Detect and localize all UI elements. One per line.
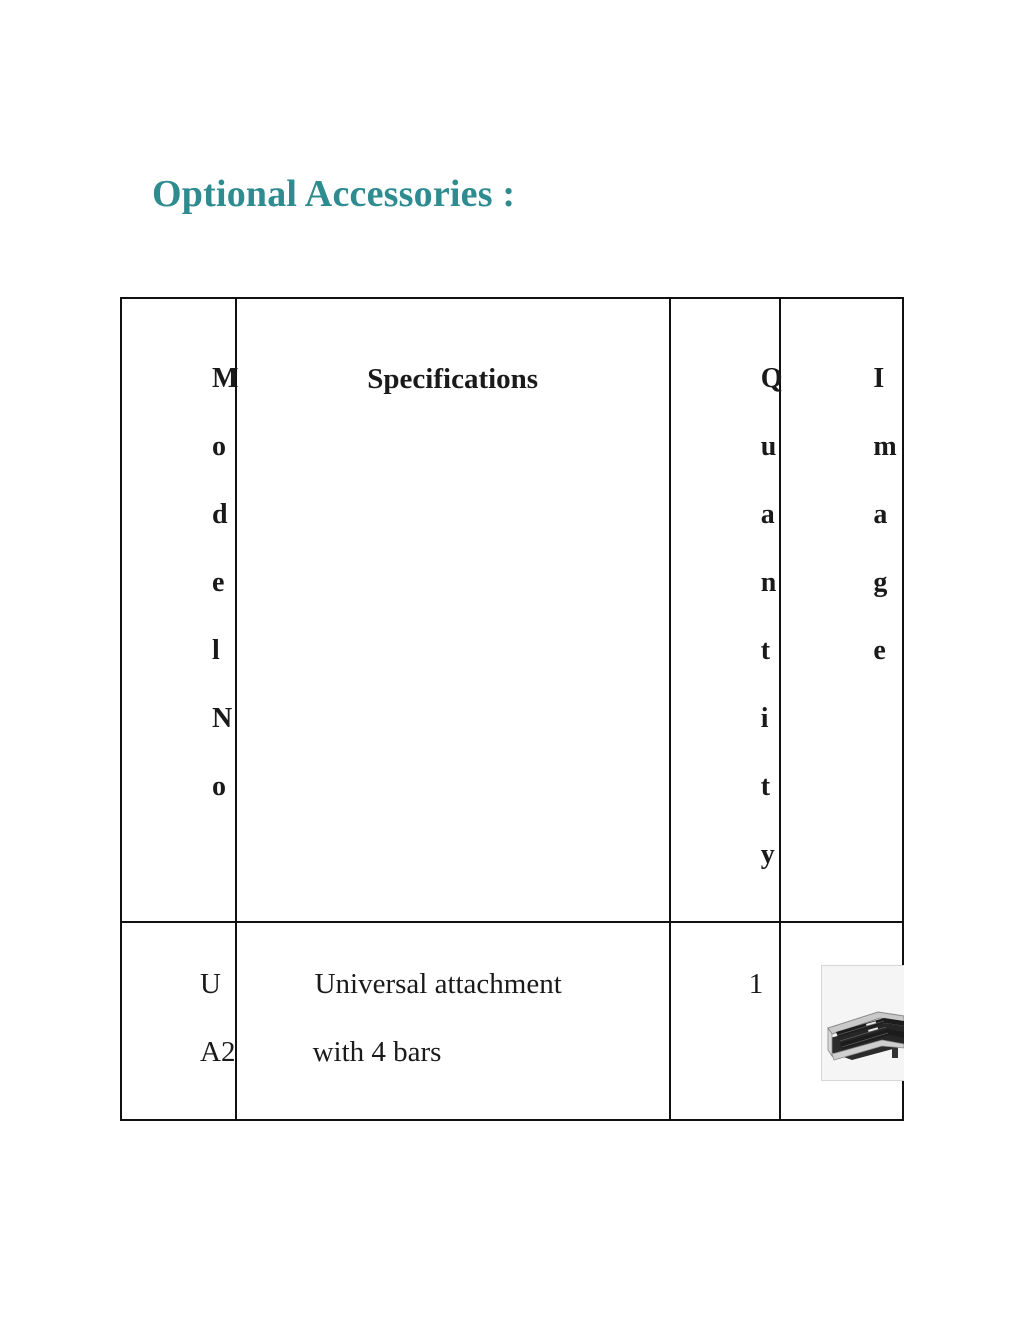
quantity-value: 1: [748, 968, 764, 1000]
header-letter: M: [212, 363, 239, 394]
header-letter: n: [760, 567, 777, 598]
header-letter: u: [760, 431, 777, 462]
header-quantity: [670, 298, 781, 922]
specification-line: Universal attachment: [314, 968, 562, 1000]
quantity-lines: [671, 923, 780, 1035]
header-letter: o: [212, 431, 226, 462]
header-letter: g: [873, 567, 888, 598]
header-quantity-letters: [671, 299, 783, 907]
header-letter: I: [873, 363, 885, 394]
page-title: Optional Accessories :: [152, 173, 516, 215]
header-letter: o: [212, 771, 226, 802]
header-letter: t: [760, 771, 771, 802]
header-letter: t: [760, 635, 771, 666]
header-letter: y: [760, 839, 775, 870]
table-row: [121, 922, 903, 1120]
header-letter: d: [212, 499, 228, 530]
specification-line: with 4 bars: [312, 1036, 442, 1068]
header-model-no: [121, 298, 239, 922]
header-letter: a: [760, 499, 775, 530]
header-letter: a: [873, 499, 888, 530]
header-specifications-label: Specifications: [367, 363, 539, 395]
cell-specifications: [236, 922, 670, 1120]
accessories-table: [120, 297, 904, 1121]
model-no-line: A2: [200, 1036, 236, 1068]
header-image-letters: [781, 299, 902, 703]
header-model-no-letters: [122, 299, 239, 839]
header-letter: l: [212, 635, 220, 666]
universal-attachment-bars-photo: [821, 965, 904, 1081]
cell-quantity: [670, 922, 781, 1120]
cell-image: [780, 922, 903, 1120]
specification-lines: [237, 923, 669, 1103]
header-letter: Q: [760, 363, 783, 394]
header-image: [780, 298, 903, 922]
header-letter: e: [212, 567, 225, 598]
model-no-lines: [122, 923, 235, 1103]
header-letter: i: [760, 703, 769, 734]
header-letter: N: [212, 703, 233, 734]
header-letter: e: [873, 635, 886, 666]
header-letter: m: [873, 431, 897, 462]
attachment-bars-icon: [822, 966, 904, 1080]
cell-model-no: [121, 922, 236, 1120]
model-no-line: U: [200, 968, 221, 1000]
table-header-row: [121, 298, 903, 922]
header-specifications: [236, 298, 670, 922]
